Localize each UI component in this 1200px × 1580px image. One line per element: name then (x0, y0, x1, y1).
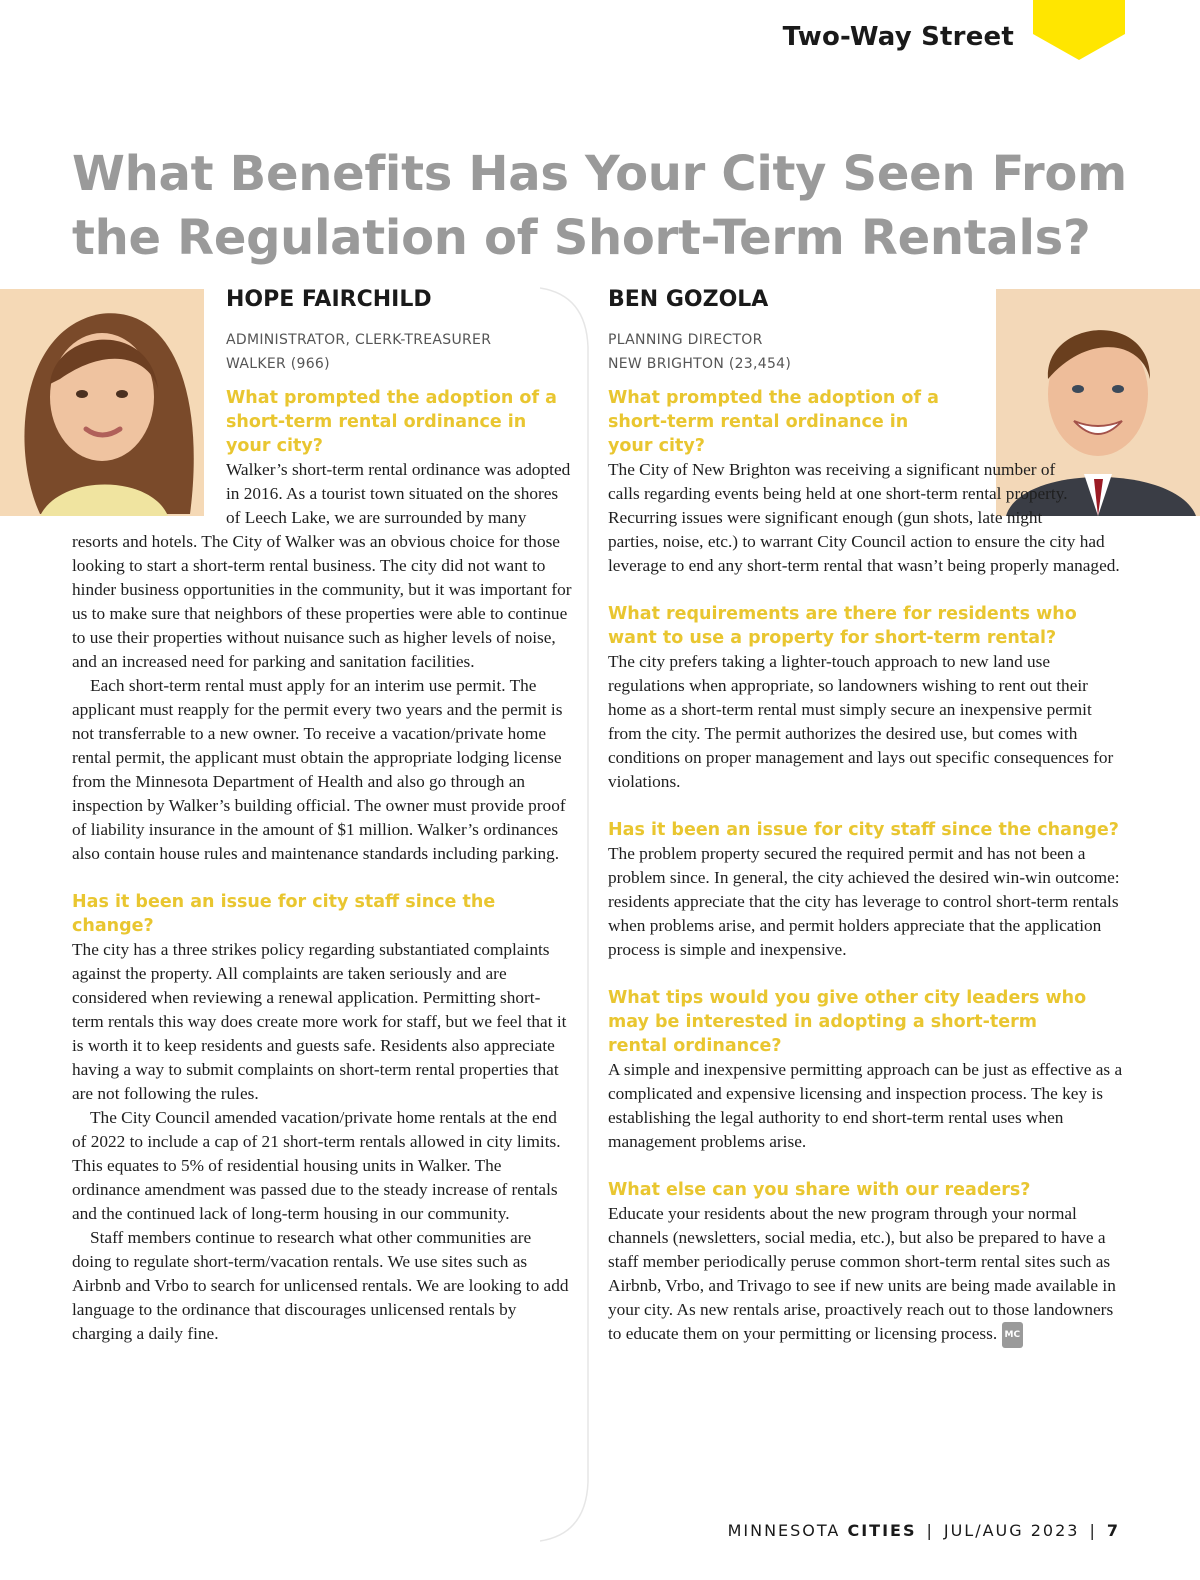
photo-spacer-left (72, 286, 226, 519)
answer-paragraph: The City Council amended vacation/private home rentals at the end of 2022 to include a cap of 21 short-term rentals allowed in city limits. This equates to 5% of residential housing units in Walker. The ordinance amendment was passed due to the steady increase of rentals and the continued lack of long-term housing in our community. (72, 1108, 561, 1223)
page-number: 7 (1106, 1521, 1120, 1540)
answer-paragraph (608, 1202, 1123, 1348)
footer-separator: | (1089, 1521, 1097, 1540)
answer-paragraph: Each short-term rental must apply for an interim use permit. The applicant must reapply for the permit every two years and the permit is not transferrable to a new owner. To receive a vacation/private home rental permit, the applicant must obtain the appropriate lodging license from the Minnesota Department of Health and also go through an inspection by Walker’s building official. The owner must provide proof of liability insurance in the amount of $1 million. Walker’s ordinances also contain house rules and maintenance standards including parking. (72, 676, 566, 863)
answer-paragraph: Walker’s short-term rental ordinance was adopted in 2016. As a tourist town situated on the shores of Leech Lake, we are surrounded by many resorts and hotels. The City of Walker was an obvious choice for those looking to start a short-term rental business. The city did not want to hinder business opportunities in the community, but it was important for us to make sure that neighbors of these properties were able to continue to use their properties without nuisance such as higher levels of noise, and an increased need for parking and sanitation facilities. (72, 460, 572, 671)
issue-date: JUL/AUG 2023 (943, 1521, 1080, 1540)
photo-spacer-right (1075, 286, 1123, 526)
headline-line-2: the Regulation of Short-Term Rentals? (72, 210, 1091, 266)
column-hope-fairchild (72, 286, 572, 1346)
headline (72, 142, 1152, 270)
question-4: What tips would you give other city leaders who may be interested in adopting a short-term rental ordinance? (608, 988, 1087, 1056)
question-3: Has it been an issue for city staff since the change? (608, 820, 1119, 840)
person-name: HOPE FAIRCHILD (226, 287, 432, 312)
answer-paragraph: Staff members continue to research what other communities are doing to regulate short-term/vacation rentals. We use sites such as Airbnb and Vrbo to search for unlicensed rentals. We are looking to add language to the ordinance that discourages unlicensed rentals by charging a daily fine. (72, 1228, 569, 1343)
person-role: PLANNING DIRECTOR (608, 332, 763, 348)
answer-paragraph: The city prefers taking a lighter-touch approach to new land use regulations when appropriate, so landowners wishing to rent out their home as a short-term rental must simply secure an inexpensive permit from the city. The permit authorizes the desired use, but comes with conditions on proper management and lays out specific consequences for violations. (608, 652, 1114, 791)
section-label: Two-Way Street (782, 22, 1014, 52)
person-name: BEN GOZOLA (608, 287, 769, 312)
answer-text: Educate your residents about the new program through your normal channels (newsletters, social media, etc.), but also be prepared to have a staff member periodically peruse common short-term rental sites such as Airbnb, Vrbo, and Trivago to see if new units are being made available in your city. As new rentals arise, proactively reach out to those landowners to educate them on your permitting or licensing process. (608, 1204, 1116, 1343)
column-ben-gozola (608, 286, 1123, 1348)
magazine-name-bold: CITIES (847, 1521, 917, 1540)
question-2: What requirements are there for residents who want to use a property for short-term rental? (608, 604, 1077, 648)
end-mark-icon: MC (1002, 1322, 1024, 1348)
question-1: What prompted the adoption of a short-term rental ordinance in your city? (608, 388, 939, 456)
answer-paragraph: The City of New Brighton was receiving a significant number of calls regarding events being held at one short-term rental property. Recurring issues were significant enough (gun shots, late night parties, noise, etc.) to warrant City Council action to ensure the city had leverage to end any short-term rental that wasn’t being properly managed. (608, 460, 1120, 575)
question-1: What prompted the adoption of a short-term rental ordinance in your city? (226, 388, 557, 456)
yellow-tab-icon (1033, 0, 1125, 60)
question-2: Has it been an issue for city staff since the change? (72, 892, 496, 936)
page-footer (728, 1521, 1120, 1540)
footer-separator: | (926, 1521, 934, 1540)
person-role: ADMINISTRATOR, CLERK-TREASURER (226, 332, 492, 348)
answer-paragraph: A simple and inexpensive permitting approach can be just as effective as a complicated and expensive licensing and inspection process. The key is establishing the legal authority to end short-term rental uses when management problems arise. (608, 1060, 1123, 1151)
answer-paragraph: The problem property secured the required permit and has not been a problem since. In general, the city achieved the desired win-win outcome: residents appreciate that the city has leverage to control short-term rentals when problems arise, and permit holders appreciate that the application process is simple and inexpensive. (608, 844, 1120, 959)
person-city: WALKER (966) (226, 356, 330, 372)
question-5: What else can you share with our readers? (608, 1180, 1031, 1200)
magazine-name-light: MINNESOTA (727, 1521, 841, 1540)
answer-paragraph: The city has a three strikes policy regarding substantiated complaints against the property. All complaints are taken seriously and are considered when reviewing a renewal application. Permitting short-term rentals this way does create more work for staff, but we feel that it is worth it to keep residents and guests safe. Residents also appreciate having a way to submit complaints on short-term rental properties that are not following the rules. (72, 940, 567, 1103)
person-city: NEW BRIGHTON (23,454) (608, 356, 792, 372)
headline-line-1: What Benefits Has Your City Seen From (72, 146, 1127, 202)
